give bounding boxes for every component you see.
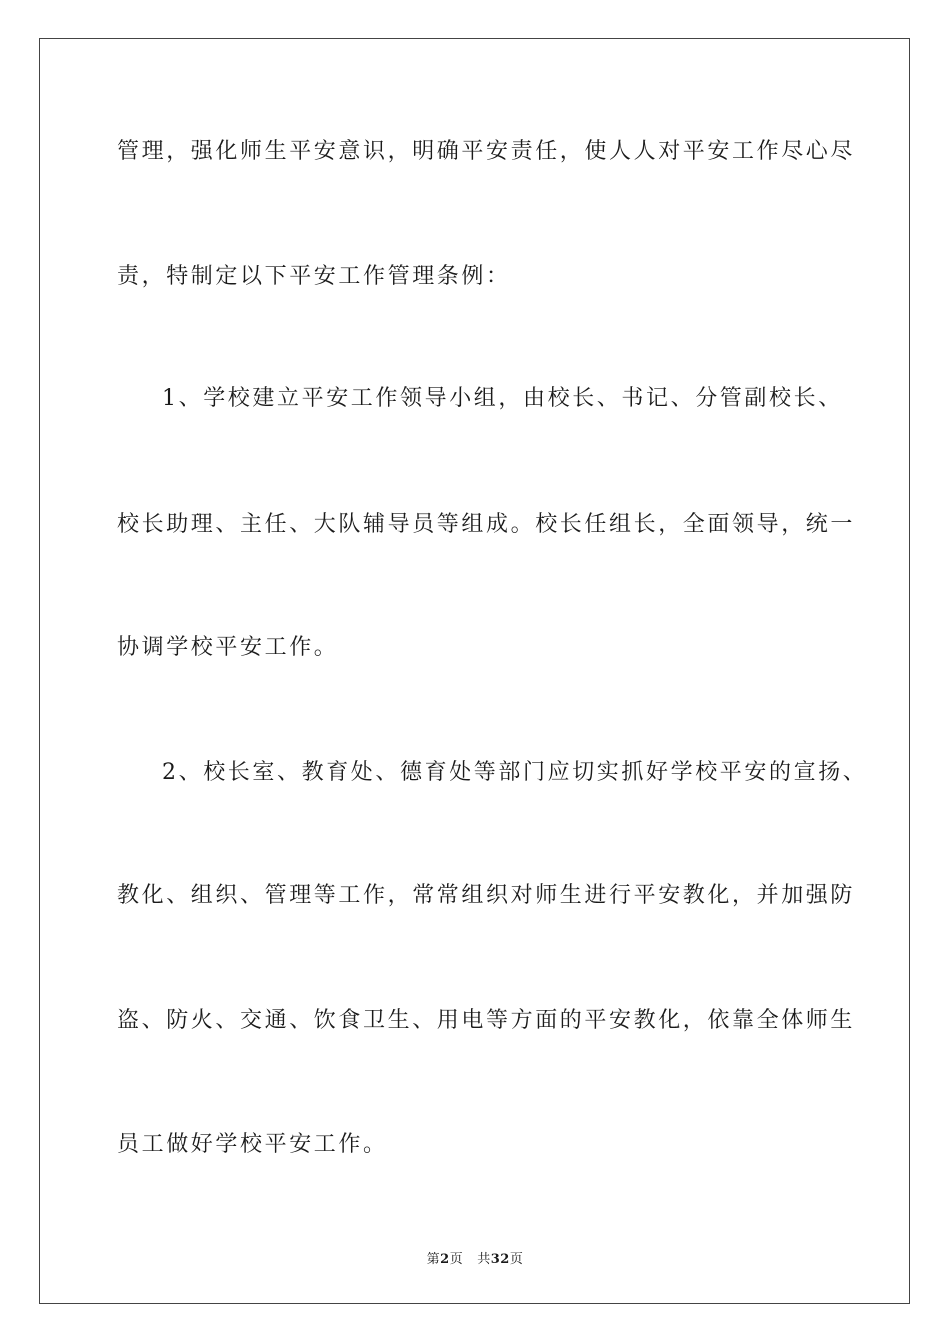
body-text-line: 管理，强化师生平安意识，明确平安责任，使人人对平安工作尽心尽 (117, 139, 856, 164)
body-text-line: 协调学校平安工作。 (117, 635, 339, 660)
body-text-line: 校长助理、主任、大队辅导员等组成。校长任组长，全面领导，统一 (117, 512, 856, 537)
body-text-line: 盗、防火、交通、饮食卫生、用电等方面的平安教化，依靠全体师生 (117, 1008, 856, 1033)
total-suffix: 页 (509, 1252, 524, 1267)
body-text-line: 责，特制定以下平安工作管理条例： (117, 264, 511, 289)
body-text-line: 1、学校建立平安工作领导小组，由校长、书记、分管副校长、 (162, 386, 843, 411)
page-footer (0, 1248, 950, 1267)
total-prefix: 共 (477, 1252, 491, 1267)
body-text-line: 2、校长室、教育处、德育处等部门应切实抓好学校平安的宣扬、 (162, 760, 868, 785)
total-pages-number: 32 (490, 1252, 510, 1267)
page-suffix: 页 (449, 1252, 464, 1267)
body-text-line: 员工做好学校平安工作。 (117, 1132, 388, 1157)
page-frame (39, 38, 910, 1304)
current-page-number: 2 (440, 1252, 450, 1267)
body-text-line: 教化、组织、管理等工作，常常组织对师生进行平安教化，并加强防 (117, 883, 856, 908)
page-prefix: 第 (426, 1252, 441, 1267)
